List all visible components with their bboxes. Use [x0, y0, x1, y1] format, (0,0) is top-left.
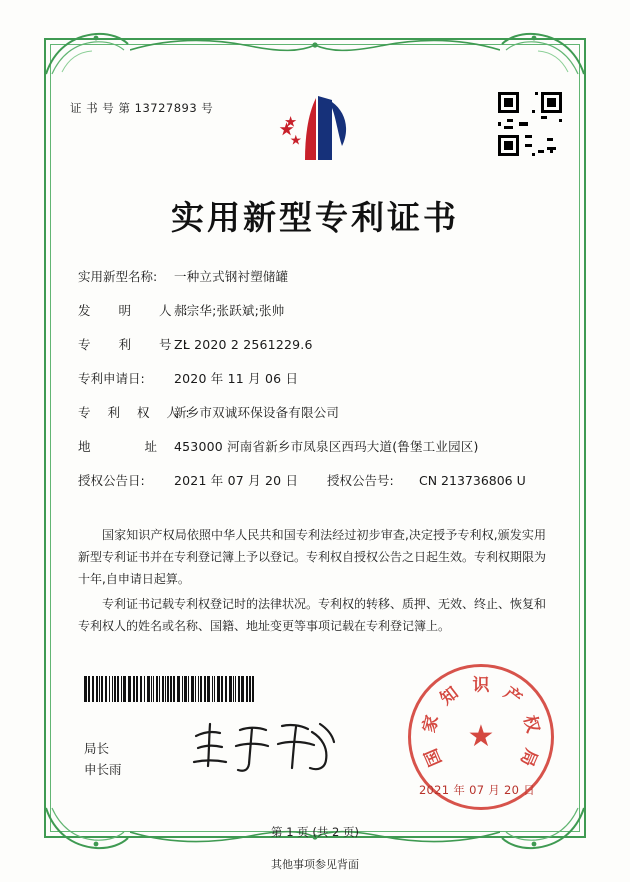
- legal-paragraph-2: 专利证书记载专利权登记时的法律状况。专利权的转移、质押、无效、终止、恢复和专利权人的姓名或名称、国籍、地址变更等事项记载在专利登记簿上。: [78, 596, 547, 633]
- field-value: 一种立式钢衬塑储罐: [174, 269, 289, 284]
- page-title: 实用新型专利证书: [171, 198, 459, 237]
- field-value: 2021 年 07 月 20 日: [174, 473, 299, 488]
- field-label: 地 址:: [78, 439, 212, 454]
- field-value: 新乡市双诚环保设备有限公司: [174, 405, 340, 420]
- field-address: [78, 438, 548, 456]
- field-list: [78, 268, 548, 506]
- field-grant-announcement: [78, 472, 548, 490]
- field-value: ZL 2020 2 2561229.6: [174, 337, 313, 352]
- field-label-secondary: 授权公告号:: [327, 473, 394, 488]
- page-indicator: 第 1 页 (共 2 页): [271, 825, 359, 839]
- seal-text: 国 家 知 识 产 权 局: [419, 675, 543, 769]
- field-value: 453000 河南省新乡市凤泉区西玛大道(鲁堡工业园区): [174, 439, 479, 454]
- field-label: 实用新型名称:: [78, 269, 158, 284]
- field-utility-model-name: [78, 268, 548, 286]
- field-patent-number: [78, 336, 548, 354]
- patent-office-logo-icon: [272, 90, 358, 170]
- handwritten-signature-icon: [186, 718, 346, 776]
- signature-role-label: 局长: [84, 741, 110, 756]
- seal-star-icon: ★: [467, 719, 495, 754]
- seal-date: 2021 年 07 月 20 日: [418, 783, 536, 797]
- field-patentee: [78, 404, 548, 422]
- field-label: 授权公告日:: [78, 473, 145, 488]
- field-value: 2020 年 11 月 06 日: [174, 371, 299, 386]
- field-label: 专 利 权 人:: [78, 405, 197, 420]
- field-inventors: [78, 302, 548, 320]
- field-label: 专利申请日:: [78, 371, 145, 386]
- field-value: 郝宗华;张跃斌;张帅: [174, 303, 285, 318]
- signature-block: [84, 738, 122, 781]
- field-label: 发 明 人:: [78, 303, 200, 318]
- footer-note: 其他事项参见背面: [271, 858, 359, 871]
- certificate-number: 证 书 号 第 13727893 号: [70, 101, 214, 115]
- field-label: 专 利 号:: [78, 337, 200, 352]
- legal-paragraph-1: 国家知识产权局依照中华人民共和国专利法经过初步审查,决定授予专利权,颁发实用新型专利证书并在专利登记簿上予以登记。专利权自授权公告之日起生效。专利权期限为十年,自申请日起算。: [78, 528, 547, 587]
- barcode-icon: [84, 676, 256, 702]
- field-value-secondary: CN 213736806 U: [419, 473, 526, 488]
- border-ornament-top: [130, 36, 500, 54]
- legal-text: [78, 524, 546, 639]
- field-application-date: [78, 370, 548, 388]
- signature-name-label: 申长雨: [84, 762, 122, 778]
- qr-code-icon: [498, 92, 562, 156]
